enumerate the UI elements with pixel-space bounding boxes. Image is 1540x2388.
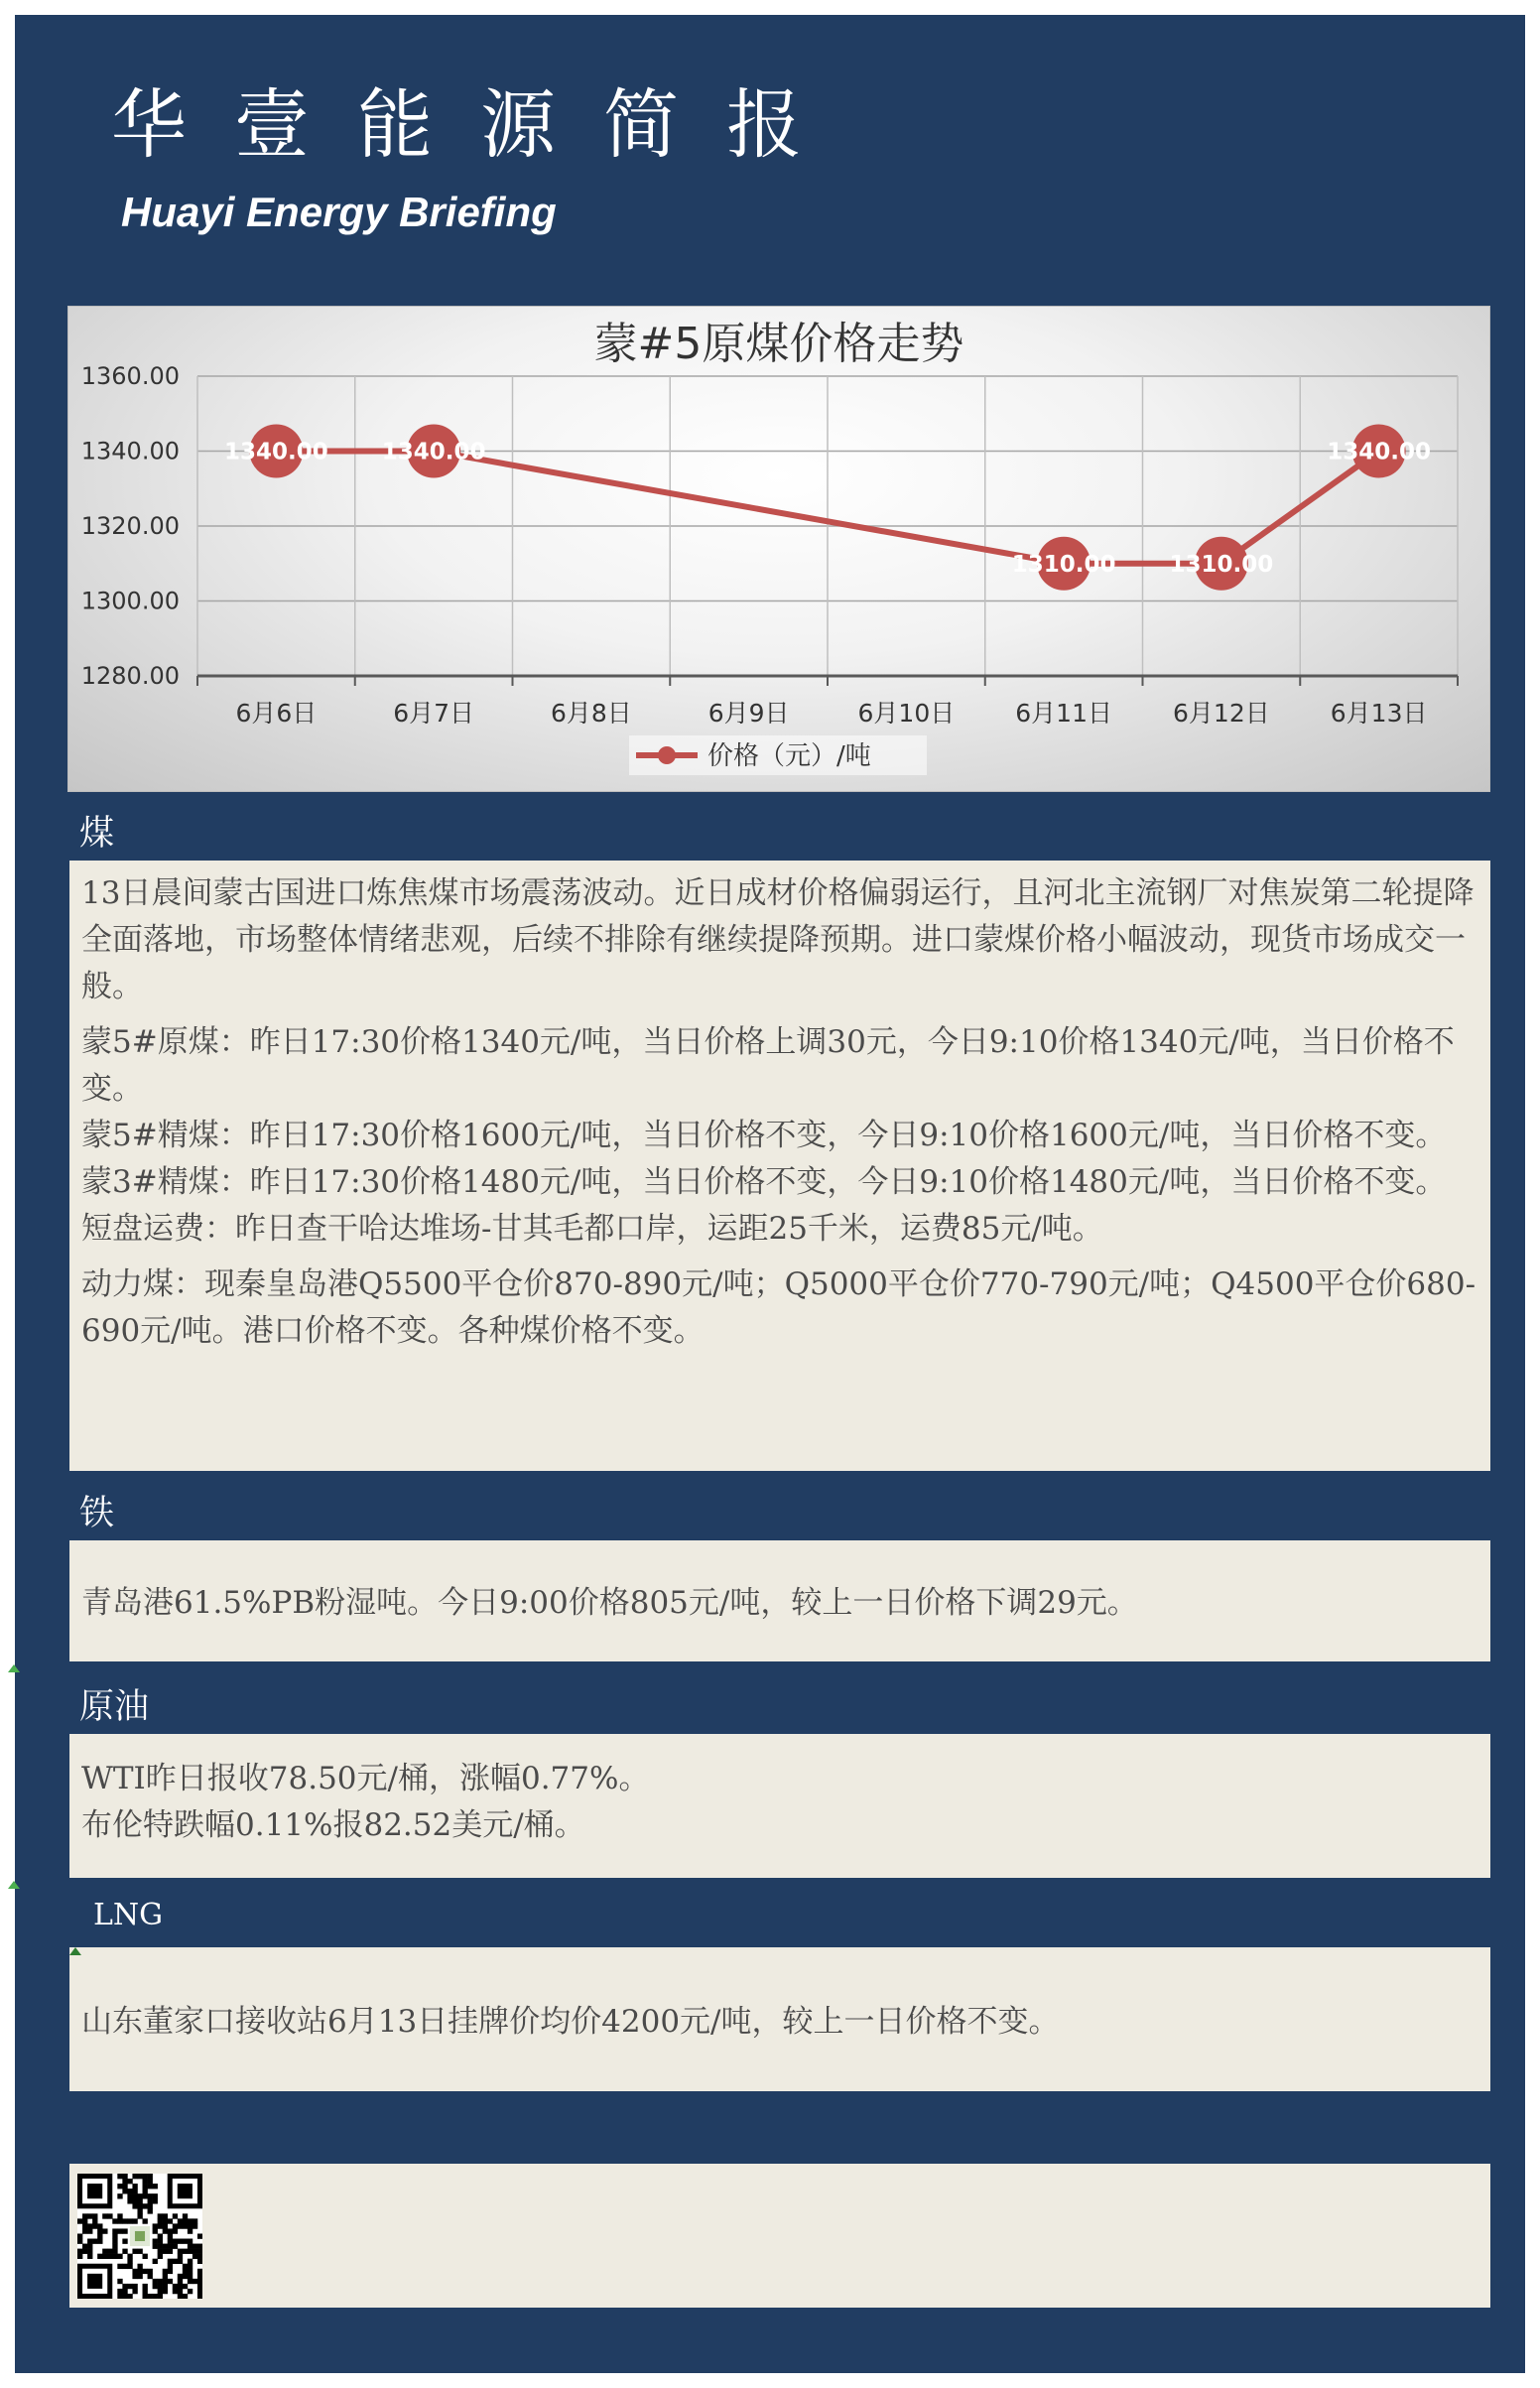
green-marker-icon [69,1947,81,1955]
coal-fine5: 蒙5#精煤：昨日17:30价格1600元/吨，当日价格不变，今日9:10价格1600元/吨，当日价格不变。 [81,1118,1447,1153]
coal-freight: 短盘运费：昨日查干哈达堆场-甘其毛都口岸，运距25千米，运费85元/吨。 [81,1211,1103,1247]
y-tick-labels [81,362,180,690]
chart-axes [197,676,1458,686]
green-marker-icon [8,1881,20,1889]
chart-title: 蒙#5原煤价格走势 [593,319,964,369]
x-tick-label: 6月9日 [707,699,790,728]
data-label: 1310.00 [1011,551,1116,578]
x-tick-label: 6月10日 [857,699,956,728]
chart-grid [197,376,1458,676]
oil-brent: 布伦特跌幅0.11%报82.52美元/桶。 [81,1807,585,1843]
y-tick-label: 1360.00 [80,362,180,390]
x-tick-label: 6月8日 [550,699,632,728]
iron-section [69,1540,1490,1661]
data-label: 1340.00 [1327,439,1432,465]
title-chinese: 华壹能源简报 [111,80,849,169]
x-tick-label: 6月12日 [1173,699,1270,728]
legend-marker [658,746,676,764]
y-tick-label: 1340.00 [80,437,180,465]
coal-raw5: 蒙5#原煤：昨日17:30价格1340元/吨，当日价格上调30元，今日9:10价格1340元/吨，当日价格不变。 [81,1024,1455,1107]
oil-wti: WTI昨日报收78.50元/桶，涨幅0.77%。 [81,1761,650,1796]
title-english: Huayi Energy Briefing [121,189,557,235]
y-tick-label: 1280.00 [80,662,180,690]
x-tick-label: 6月7日 [393,699,475,728]
data-label: 1340.00 [223,439,328,465]
chart-svg [68,307,1489,791]
green-marker-icon [8,1664,20,1672]
section-label-coal: 煤 [79,814,115,854]
section-label-lng: LNG [93,1898,164,1932]
x-tick-label: 6月6日 [235,699,318,728]
x-tick-labels [235,699,1427,728]
oil-section [69,1734,1490,1878]
x-tick-label: 6月11日 [1015,699,1112,728]
chart-legend [629,735,927,775]
x-tick-label: 6月13日 [1330,699,1428,728]
y-tick-label: 1320.00 [80,512,180,540]
coal-section [69,861,1490,1471]
coal-thermal: 动力煤：现秦皇岛港Q5500平仓价870-890元/吨；Q5000平仓价770-790元/吨；Q4500平仓价680-690元/吨。港口价格不变。各种煤价格不变。 [81,1266,1476,1349]
data-label: 1340.00 [381,439,486,465]
legend-label: 价格（元）/吨 [707,741,871,771]
data-label: 1310.00 [1169,551,1274,578]
lng-text: 山东董家口接收站6月13日挂牌价均价4200元/吨，较上一日价格不变。 [81,2004,1060,2040]
qr-code-icon [77,2174,202,2299]
lng-section [69,1947,1490,2091]
coal-fine3: 蒙3#精煤：昨日17:30价格1480元/吨，当日价格不变，今日9:10价格1480元/吨，当日价格不变。 [81,1164,1447,1200]
iron-text: 青岛港61.5%PB粉湿吨。今日9:00价格805元/吨，较上一日价格下调29元。 [81,1585,1138,1621]
y-tick-label: 1300.00 [80,587,180,615]
price-chart [67,306,1490,792]
footer-section [69,2164,1490,2308]
section-label-oil: 原油 [79,1687,150,1727]
coal-intro: 13日晨间蒙古国进口炼焦煤市场震荡波动。近日成材价格偏弱运行，且河北主流钢厂对焦炭第二轮提降全面落地，市场整体情绪悲观，后续不排除有继续提降预期。进口蒙煤价格小幅波动，现货市场成交一般。 [81,875,1475,1004]
section-label-iron: 铁 [79,1494,115,1533]
